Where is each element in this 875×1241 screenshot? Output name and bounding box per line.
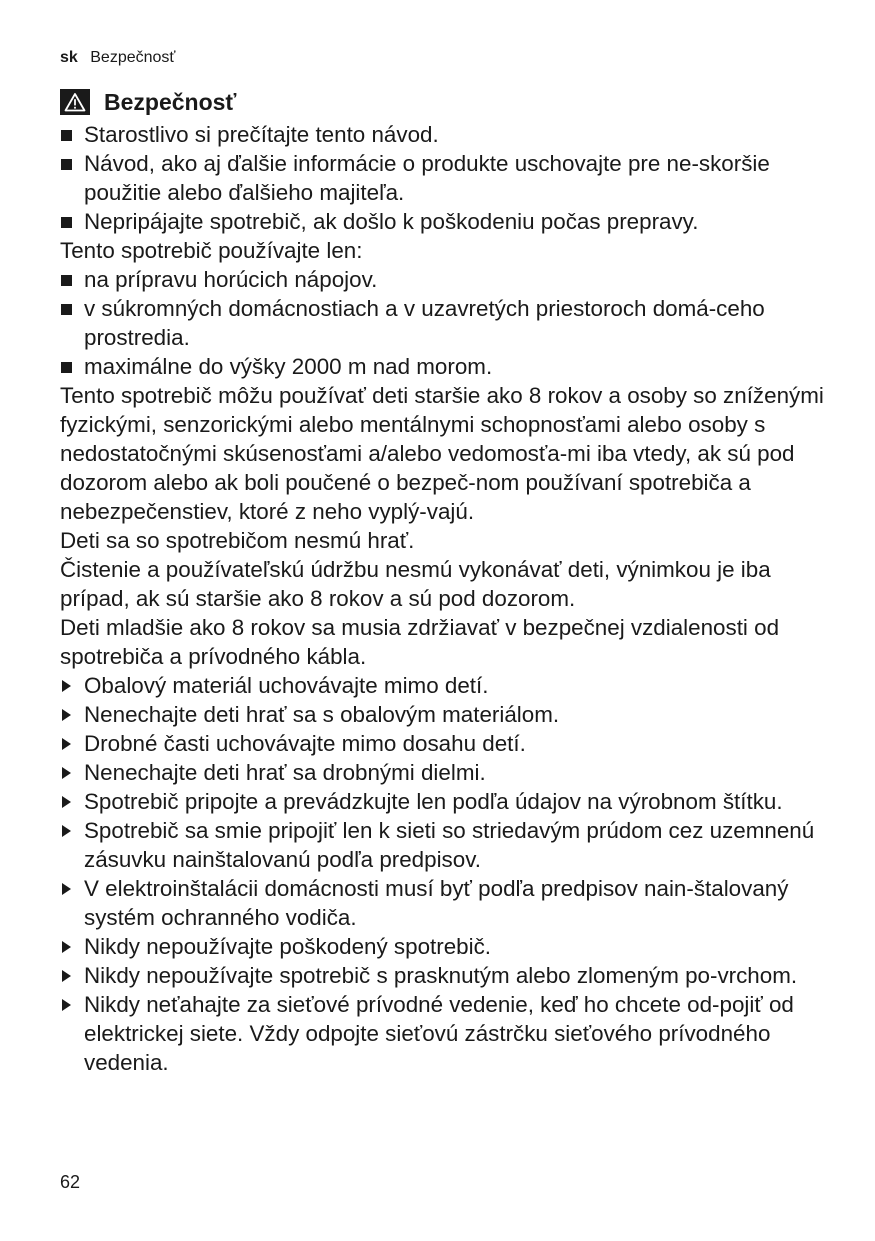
list-item: v súkromných domácnostiach a v uzavretých priestoroch domá-ceho prostredia. [60, 294, 830, 352]
instruction-item: Drobné časti uchovávajte mimo dosahu detí. [60, 729, 830, 758]
instruction-list [60, 671, 830, 1077]
header-section-title: Bezpečnosť [90, 49, 176, 66]
instruction-item: Spotrebič sa smie pripojiť len k sieti so striedavým prúdom cez uzemnenú zásuvku nainštalovanú podľa predpisov. [60, 816, 830, 874]
list-item: Návod, ako aj ďalšie informácie o produkte uschovajte pre ne-skoršie použitie alebo ďalšieho majiteľa. [60, 149, 830, 207]
use-intro-text: Tento spotrebič používajte len: [60, 238, 363, 263]
instruction-item: Nikdy nepoužívajte poškodený spotrebič. [60, 932, 830, 961]
list-item: maximálne do výšky 2000 m nad morom. [60, 352, 830, 381]
list-item: Nepripájajte spotrebič, ak došlo k poškodeniu počas prepravy. [60, 207, 830, 236]
paragraph: Tento spotrebič môžu používať deti staršie ako 8 rokov a osoby so zníženými fyzickými, senzorickými alebo mentálnymi schopnosťami alebo osoby s nedostatočnými skúsenosťami a/alebo vedomosťa-mi iba vtedy, ak sú pod dozorom alebo ak boli poučené o bezpeč-nom používaní spotrebiča a nebezpečenstiev, ktoré z neho vyplý-vajú. [60, 383, 824, 524]
running-header [60, 48, 175, 68]
page-number: 62 [60, 1172, 81, 1192]
instruction-item: Nikdy nepoužívajte spotrebič s prasknutým alebo zlomeným po-vrchom. [60, 961, 830, 990]
paragraph: Čistenie a používateľskú údržbu nesmú vykonávať deti, výnimkou je iba prípad, ak sú staršie ako 8 rokov a sú pod dozorom. [60, 557, 771, 611]
instruction-item: Nikdy neťahajte za sieťové prívodné vedenie, keď ho chcete od-pojiť od elektrickej siete. Vždy odpojte sieťovú zástrčku sieťového prívodného vedenia. [60, 990, 830, 1077]
paragraph: Deti sa so spotrebičom nesmú hrať. [60, 528, 415, 553]
instruction-item: Obalový materiál uchovávajte mimo detí. [60, 671, 830, 700]
instruction-item: Spotrebič pripojte a prevádzkujte len podľa údajov na výrobnom štítku. [60, 787, 830, 816]
list-item: Starostlivo si prečítajte tento návod. [60, 120, 830, 149]
safety-content [60, 120, 830, 1077]
paragraph: Deti mladšie ako 8 rokov sa musia zdržiavať v bezpečnej vzdialenosti od spotrebiča a prívodného kábla. [60, 615, 780, 669]
intro-list [60, 120, 830, 236]
instruction-item: V elektroinštalácii domácnosti musí byť podľa predpisov nain-štalovaný systém ochranného vodiča. [60, 874, 830, 932]
page-title: Bezpečnosť [104, 89, 237, 115]
list-item: na prípravu horúcich nápojov. [60, 265, 830, 294]
warning-triangle-icon [60, 89, 90, 115]
instruction-item: Nenechajte deti hrať sa s obalovým materiálom. [60, 700, 830, 729]
section-heading [60, 84, 236, 120]
instruction-item: Nenechajte deti hrať sa drobnými dielmi. [60, 758, 830, 787]
language-code: sk [60, 49, 78, 66]
use-list [60, 265, 830, 381]
